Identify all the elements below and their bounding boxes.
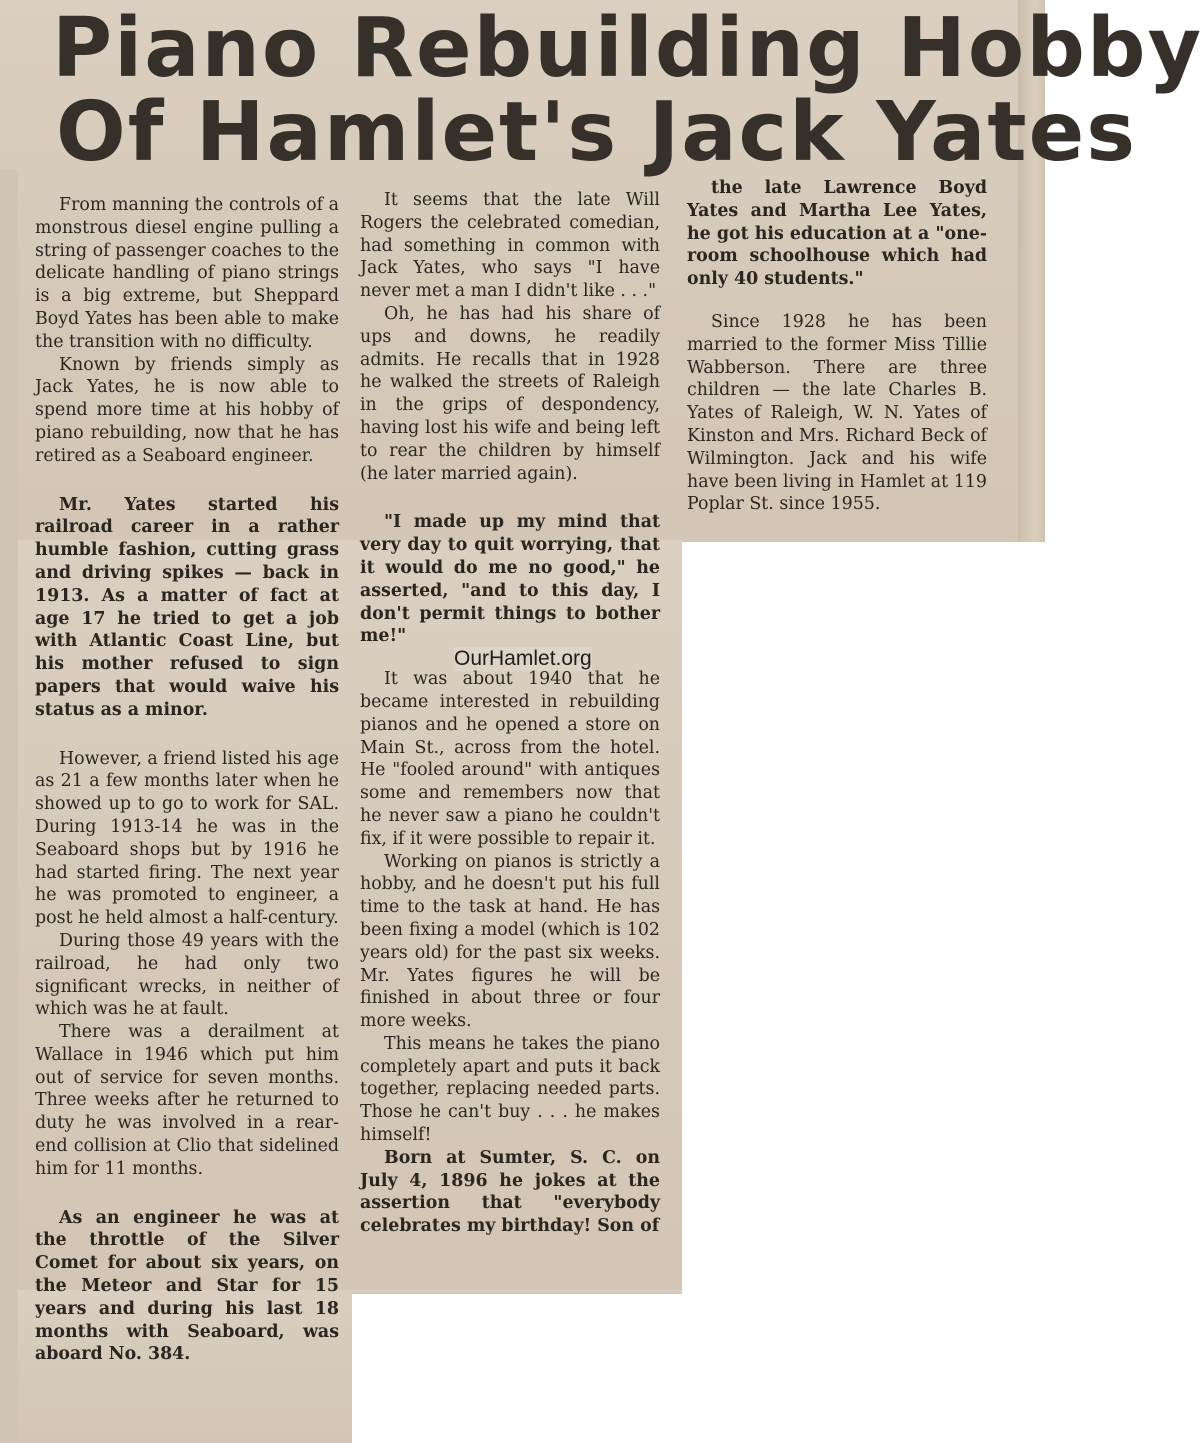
paragraph: Oh, he has had his share of ups and downs, he readily admits. He recalls that in 1928 he walked the streets of Raleigh in the grips of despondency, having lost his wife and being left to rear the children by himself (he later married again).: [360, 303, 660, 484]
paragraph: Born at Sumter, S. C. on July 4, 1896 he jokes at the assertion that "everybody celebrates my birthday! Son of: [360, 1147, 660, 1237]
paragraph: It was about 1940 that he became interested in rebuilding pianos and he opened a store on Main St., across from the hotel. He "fooled around" with antiques some and remembers now that he never saw a piano he couldn't fix, if it were possible to repair it.: [360, 669, 660, 849]
newsprint-background: [352, 1290, 682, 1294]
paragraph: There was a derailment at Wallace in 1946 which put him out of service for seven months. Three weeks after he returned to duty he was involved in a rear-end collision at Clio that sidelined him for 11 months.: [35, 1022, 339, 1179]
paragraph: Working on pianos is strictly a hobby, and he doesn't put his full time to the task at hand. He has been fixing a model (which is 102 years old) for the past six weeks. Mr. Yates figures he will be finished in about three or four more weeks.: [360, 851, 660, 1032]
article-column-3: [687, 177, 987, 516]
site-watermark: OurHamlet.org: [454, 647, 592, 670]
paragraph: It seems that the late Will Rogers the celebrated comedian, had something in common with Jack Yates, who says "I have never met a man I didn't like . . .": [360, 190, 660, 302]
page-margin: [0, 170, 18, 1440]
paragraph: Known by friends simply as Jack Yates, he is now able to spend more time at his hobby of piano rebuilding, now that he has retired as a Seaboard engineer.: [35, 354, 339, 466]
headline-line-1: Piano Rebuilding Hobby: [52, 1, 1203, 96]
article-column-1: [35, 194, 339, 1366]
paragraph: During those 49 years with the railroad, he had only two significant wrecks, in neither of which was he at fault.: [35, 930, 339, 1020]
paragraph: From manning the controls of a monstrous diesel engine pulling a string of passenger coaches to the delicate handling of piano strings is a big extreme, but Sheppard Boyd Yates has been able to make the transition with no difficulty.: [35, 195, 339, 352]
paragraph: As an engineer he was at the throttle of the Silver Comet for about six years, on the Meteor and Star for 15 years and during his last 18 months with Seaboard, was aboard No. 384.: [35, 1207, 339, 1365]
paragraph: Since 1928 he has been married to the former Miss Tillie Wabberson. There are three children — the late Charles B. Yates of Raleigh, W. N. Yates of Kinston and Mrs. Richard Beck of Wilmington. Jack and his wife have been living in Hamlet at 119 Poplar St. since 1955.: [687, 311, 987, 515]
paragraph: "I made up my mind that very day to quit worrying, that it would do me no good," he asserted, "and to this day, I don't permit things to bother me!": [360, 512, 660, 647]
headline-line-2: Of Hamlet's Jack Yates: [56, 85, 1138, 180]
paragraph: Mr. Yates started his railroad career in a rather humble fashion, cutting grass and driving spikes — back in 1913. As a matter of fact at age 17 he tried to get a job with Atlantic Coast Line, but his mother refused to sign papers that would waive his status as a minor.: [35, 494, 339, 720]
paragraph: However, a friend listed his age as 21 a few months later when he showed up to go to work for SAL. During 1913-14 he was in the Seaboard shops but by 1916 he had started firing. The next year he was promoted to engineer, a post he held almost a half-century.: [35, 748, 339, 929]
article-column-2: [360, 189, 660, 1238]
paragraph: the late Lawrence Boyd Yates and Martha Lee Yates, he got his education at a "one-room schoolhouse which had only 40 students.": [687, 178, 987, 290]
paragraph: This means he takes the piano completely apart and puts it back together, replacing needed parts. Those he can't buy . . . he makes himself!: [360, 1033, 660, 1146]
